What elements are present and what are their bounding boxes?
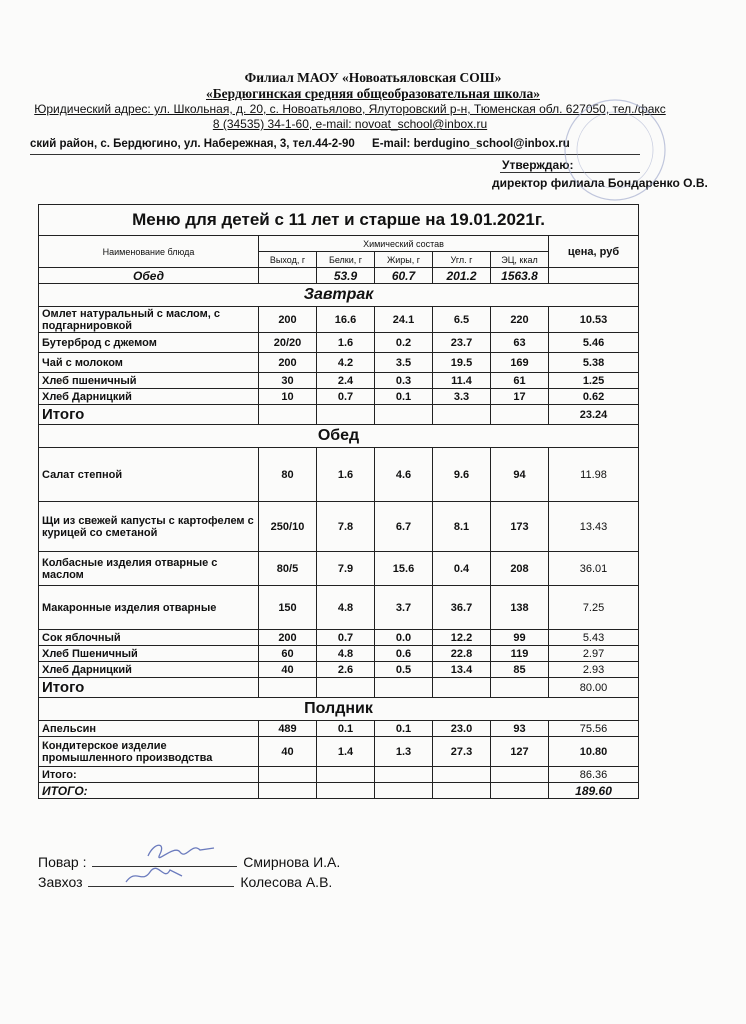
cook-label: Повар : [38, 854, 87, 870]
col-energy: ЭЦ, ккал [491, 252, 549, 268]
dish-fat: 0.0 [375, 630, 433, 646]
menu-table [38, 204, 639, 799]
dish-fat: 0.1 [375, 389, 433, 405]
dish-row [39, 333, 639, 353]
cook-signature [140, 838, 220, 864]
approve-label: Утверждаю: [502, 158, 574, 172]
dish-yield: 40 [259, 737, 317, 767]
dish-name: Хлеб Пшеничный [39, 646, 259, 662]
dish-protein: 0.1 [317, 721, 375, 737]
dish-energy: 63 [491, 333, 549, 353]
dish-fat: 6.7 [375, 502, 433, 552]
totals-fat: 60.7 [375, 268, 433, 284]
dish-row [39, 389, 639, 405]
dish-energy: 94 [491, 448, 549, 502]
totals-protein: 53.9 [317, 268, 375, 284]
dish-name: Апельсин [39, 721, 259, 737]
dish-protein: 1.6 [317, 448, 375, 502]
dish-protein: 2.4 [317, 373, 375, 389]
snack-rows [39, 721, 639, 767]
dish-yield: 200 [259, 630, 317, 646]
dish-yield: 60 [259, 646, 317, 662]
legal-address: Юридический адрес: ул. Школьная, д. 20, с. Новоатьялово, Ялуторовский р-н, Тюменская обл. 627050, тел./факс 8 (34535) 34-1-60, e-mail: novoat_school@inbox.ru [34, 102, 666, 131]
dish-carb: 0.4 [433, 552, 491, 586]
dish-fat: 0.3 [375, 373, 433, 389]
dish-energy: 17 [491, 389, 549, 405]
dish-energy: 93 [491, 721, 549, 737]
breakfast-rows [39, 307, 639, 405]
dish-carb: 6.5 [433, 307, 491, 333]
dish-name: Хлеб пшеничный [39, 373, 259, 389]
snack-total-price: 86.36 [549, 767, 639, 783]
dish-energy: 169 [491, 353, 549, 373]
dish-row [39, 307, 639, 333]
lunch-rows [39, 448, 639, 678]
col-dish-name: Наименование блюда [39, 236, 259, 268]
section-snack: Полдник [39, 698, 639, 721]
dish-carb: 12.2 [433, 630, 491, 646]
totals-yield [259, 268, 317, 284]
dish-yield: 40 [259, 662, 317, 678]
header-rule [30, 154, 640, 155]
dish-fat: 3.5 [375, 353, 433, 373]
dish-fat: 0.2 [375, 333, 433, 353]
dish-row [39, 353, 639, 373]
dish-protein: 4.8 [317, 586, 375, 630]
dish-carb: 8.1 [433, 502, 491, 552]
dish-protein: 4.8 [317, 646, 375, 662]
dish-row [39, 630, 639, 646]
dish-name: Сок яблочный [39, 630, 259, 646]
totals-price [549, 268, 639, 284]
dish-fat: 0.6 [375, 646, 433, 662]
dish-protein: 2.6 [317, 662, 375, 678]
totals-label: Обед [39, 268, 259, 284]
dish-yield: 200 [259, 307, 317, 333]
dish-name: Чай с молоком [39, 353, 259, 373]
dish-yield: 150 [259, 586, 317, 630]
dish-carb: 23.7 [433, 333, 491, 353]
dish-protein: 1.6 [317, 333, 375, 353]
dish-protein: 16.6 [317, 307, 375, 333]
dish-energy: 127 [491, 737, 549, 767]
org-name: Филиал МАОУ «Новоатьяловская СОШ» [244, 70, 502, 85]
keeper-signature [120, 862, 190, 888]
dish-carb: 23.0 [433, 721, 491, 737]
dish-protein: 0.7 [317, 630, 375, 646]
dish-energy: 208 [491, 552, 549, 586]
dish-fat: 24.1 [375, 307, 433, 333]
dish-protein: 7.8 [317, 502, 375, 552]
dish-carb: 27.3 [433, 737, 491, 767]
dish-row [39, 737, 639, 767]
dish-yield: 20/20 [259, 333, 317, 353]
branch-address [30, 138, 570, 150]
dish-protein: 1.4 [317, 737, 375, 767]
dish-name: Щи из свежей капусты с картофелем с курицей со сметаной [39, 502, 259, 552]
dish-price: 1.25 [549, 373, 639, 389]
grand-total-label: ИТОГО: [39, 783, 259, 799]
dish-energy: 138 [491, 586, 549, 630]
dish-carb: 9.6 [433, 448, 491, 502]
dish-price: 10.80 [549, 737, 639, 767]
col-chemical: Химический состав [259, 236, 549, 252]
branch-email: E-mail: berdugino_school@inbox.ru [372, 138, 570, 150]
approver-name: директор филиала Бондаренко О.В. [492, 176, 708, 190]
grand-total-price: 189.60 [549, 783, 639, 799]
dish-carb: 19.5 [433, 353, 491, 373]
dish-fat: 3.7 [375, 586, 433, 630]
totals-energy: 1563.8 [491, 268, 549, 284]
dish-energy: 61 [491, 373, 549, 389]
dish-price: 5.46 [549, 333, 639, 353]
dish-yield: 80 [259, 448, 317, 502]
dish-price: 75.56 [549, 721, 639, 737]
dish-price: 10.53 [549, 307, 639, 333]
dish-fat: 0.5 [375, 662, 433, 678]
dish-fat: 1.3 [375, 737, 433, 767]
dish-fat: 15.6 [375, 552, 433, 586]
menu-title: Меню для детей с 11 лет и старше на 19.01.2021г. [39, 205, 639, 236]
dish-carb: 3.3 [433, 389, 491, 405]
dish-carb: 11.4 [433, 373, 491, 389]
dish-name: Салат степной [39, 448, 259, 502]
dish-row [39, 448, 639, 502]
col-price: цена, руб [549, 236, 639, 268]
section-lunch: Обед [39, 425, 639, 448]
dish-carb: 36.7 [433, 586, 491, 630]
dish-price: 36.01 [549, 552, 639, 586]
dish-yield: 250/10 [259, 502, 317, 552]
dish-price: 5.43 [549, 630, 639, 646]
dish-price: 13.43 [549, 502, 639, 552]
keeper-label: Завхоз [38, 874, 83, 890]
section-breakfast: Завтрак [39, 284, 639, 307]
dish-energy: 220 [491, 307, 549, 333]
dish-protein: 7.9 [317, 552, 375, 586]
keeper-name: Колесова А.В. [240, 874, 333, 890]
dish-name: Колбасные изделия отварные с маслом [39, 552, 259, 586]
dish-name: Омлет натуральный с маслом, с подгарнировкой [39, 307, 259, 333]
dish-row [39, 586, 639, 630]
dish-price: 7.25 [549, 586, 639, 630]
breakfast-total-label: Итого [39, 405, 259, 425]
col-fat: Жиры, г [375, 252, 433, 268]
dish-row [39, 373, 639, 389]
dish-name: Бутерброд с джемом [39, 333, 259, 353]
stamp-mark [560, 95, 670, 205]
dish-carb: 13.4 [433, 662, 491, 678]
totals-carb: 201.2 [433, 268, 491, 284]
col-carb: Угл. г [433, 252, 491, 268]
dish-name: Хлеб Дарницкий [39, 662, 259, 678]
dish-price: 5.38 [549, 353, 639, 373]
dish-energy: 99 [491, 630, 549, 646]
snack-total-label: Итого: [39, 767, 259, 783]
breakfast-total-price: 23.24 [549, 405, 639, 425]
dish-price: 0.62 [549, 389, 639, 405]
dish-price: 11.98 [549, 448, 639, 502]
dish-yield: 489 [259, 721, 317, 737]
dish-row [39, 662, 639, 678]
dish-name: Макаронные изделия отварные [39, 586, 259, 630]
dish-energy: 85 [491, 662, 549, 678]
dish-row [39, 646, 639, 662]
dish-energy: 173 [491, 502, 549, 552]
lunch-total-label: Итого [39, 678, 259, 698]
cook-name: Смирнова И.А. [243, 854, 341, 870]
dish-fat: 0.1 [375, 721, 433, 737]
lunch-total-price: 80.00 [549, 678, 639, 698]
col-yield: Выход, г [259, 252, 317, 268]
dish-energy: 119 [491, 646, 549, 662]
dish-name: Кондитерское изделие промышленного производства [39, 737, 259, 767]
school-name: «Бердюгинская средняя общеобразовательная школа» [205, 86, 540, 101]
dish-name: Хлеб Дарницкий [39, 389, 259, 405]
dish-fat: 4.6 [375, 448, 433, 502]
dish-row [39, 721, 639, 737]
dish-protein: 4.2 [317, 353, 375, 373]
dish-yield: 80/5 [259, 552, 317, 586]
dish-protein: 0.7 [317, 389, 375, 405]
dish-price: 2.93 [549, 662, 639, 678]
col-protein: Белки, г [317, 252, 375, 268]
dish-row [39, 552, 639, 586]
dish-row [39, 502, 639, 552]
dish-yield: 30 [259, 373, 317, 389]
dish-yield: 200 [259, 353, 317, 373]
branch-address-text: ский район, с. Бердюгино, ул. Набережная, 3, тел.44-2-90 [30, 138, 355, 150]
dish-carb: 22.8 [433, 646, 491, 662]
dish-price: 2.97 [549, 646, 639, 662]
dish-yield: 10 [259, 389, 317, 405]
